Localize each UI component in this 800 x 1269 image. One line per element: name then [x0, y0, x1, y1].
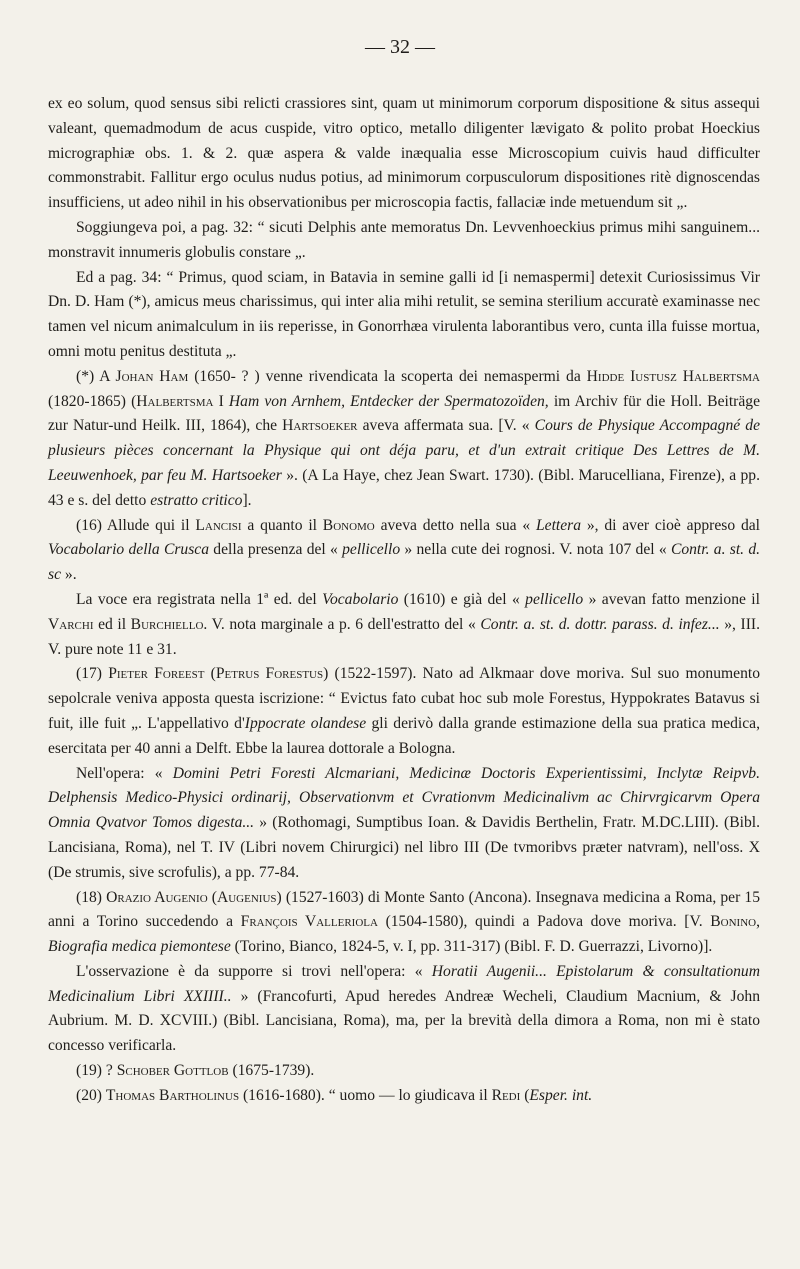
text-run: (*) A: [76, 367, 116, 385]
text-run: (17): [76, 665, 109, 683]
text-run: a quanto il: [241, 516, 323, 534]
text-run: (1616-1680). “ uomo — lo giudicava il: [239, 1086, 492, 1104]
text-run: Thomas Bartholinus: [105, 1086, 240, 1104]
text-run: ) (1522-1597). Nato ad Alkmaar dove moriva. Sul suo monumento sepolcrale veniva apposta questa iscrizione: “ Evictus fato cubat hoc sub mole Forestus, Hyppokrates Batavus si fuit, ille fuit „. L'appellativo d': [48, 665, 760, 732]
text-run: (20): [76, 1086, 106, 1104]
text-run: ed il: [93, 615, 131, 633]
paragraph-p5: [48, 588, 760, 662]
text-run: ,: [756, 913, 760, 931]
text-run: ex eo solum, quod sensus sibi relicti crassiores sint, quam ut minimorum corporum dispositione & situs assequi valeant, quemadmodum de acus cuspide, vitro optico, metallo diligenter lævigato & polito probat Hoeckius micrographiæ obs. 1. & 2. quæ aspera & valde inæqualia esse Microscopium cuivis haud difficulter commonstrabit. Fallitur ergo oculus nudus potius, ad minimorum corpusculorum dispositiones ritè dignoscendas insufficiens, ut adeo nihil in his observationibus per microscopia factis, fallaciæ inde metuendum sit „.: [48, 95, 760, 212]
text-run: Vocabolario della Crusca: [48, 541, 210, 559]
text-run: » nella cute dei rognosi. V. nota 107 del «: [400, 541, 671, 559]
text-run: Lettera: [535, 516, 582, 534]
text-run: pellicello: [525, 590, 584, 608]
paragraph-p11: [48, 1084, 760, 1109]
text-run: (1650- ? ) venne rivendicata la scoperta dei nemaspermi da: [188, 367, 587, 385]
text-run: Ed a pag. 34: “ Primus, quod sciam, in Batavia in semine galli id [i nemaspermi] detexit Curiosissimus Vir Dn. D. Ham (*), amicus meus charissimus, qui inter alia mihi retulit, se semina sterilium accuratè examinasse nec tamen vel nicum animalculum in iis reperisse, in Gonorrhæa virulenta laborantibus vero, cunta illa fuisse mortua, omni motu penitus destituta „.: [48, 268, 760, 360]
text-run: (: [520, 1086, 530, 1104]
text-run: Pieter Foreest: [108, 665, 205, 683]
text-run: Redi: [491, 1086, 521, 1104]
text-run: La voce era registrata nella 1ª ed. del: [76, 590, 323, 608]
text-run: aveva affermata sua. [V. «: [357, 417, 535, 435]
text-run: pellicello: [342, 541, 401, 559]
text-run: L'osservazione è da supporre si trovi nell'opera: «: [76, 962, 432, 980]
text-run: Biografia medica piemontese: [48, 938, 231, 956]
paragraph-p0: [48, 92, 760, 216]
text-run: . V. nota marginale a p. 6 dell'estratto del «: [203, 615, 481, 633]
text-run: gli derivò dalla grande estimazione della sua pratica medica, esercitata per 40 anni a Delft. Ebbe la laurea dottorale a Bologna.: [48, 714, 760, 757]
paragraph-p8: [48, 886, 760, 960]
text-run: Burchiello: [130, 615, 204, 633]
text-run: Horatii Augenii... Epistolarum & consultationum Medicinalium Libri XXIIII..: [48, 962, 760, 1005]
text-run: Bonomo: [322, 516, 375, 534]
text-run: François Valleriola: [240, 913, 378, 931]
text-run: Soggiungeva poi, a pag. 32: “ sicuti Delphis ante memoratus Dn. Levvenhoeckius primus mihi sanguinem... monstravit innumeris globulis constare „.: [48, 218, 760, 261]
text-run: Ippocrate olandese: [244, 714, 367, 732]
paragraph-p4: [48, 514, 760, 588]
text-run: Orazio Augenio: [106, 888, 208, 906]
text-run: Cours de Physique Accompagné de plusieurs pièces concernant la Physique qui ont déja paru, et d'un extrait critique Des Lettres de M. Leeuwenhoek, par feu M. Hartsoeker: [48, 417, 760, 484]
text-run: » avevan fatto menzione il: [583, 590, 760, 608]
text-run: (1610) e già del «: [398, 590, 526, 608]
text-run: della presenza del «: [209, 541, 343, 559]
text-run: (16) Allude qui il: [76, 516, 196, 534]
paragraph-p7: [48, 762, 760, 886]
text-run: Bonino: [710, 913, 757, 931]
text-run: (Torino, Bianco, 1824-5, v. I, pp. 311-317) (Bibl. F. D. Guerrazzi, Livorno)].: [230, 938, 713, 956]
text-run: Contr. a. st. d. sc: [48, 541, 761, 584]
text-run: », di aver cioè appreso dal: [581, 516, 760, 534]
text-run: Hartsoeker: [282, 417, 358, 435]
text-run: (1504-1580), quindi a Padova dove moriva. [V.: [377, 913, 711, 931]
text-run: Esper. int.: [529, 1086, 593, 1104]
text-run: Domini Petri Foresti Alcmariani, Medicinæ Doctoris Experientissimi, Inclytæ Reipvb. Delphensis Medico-Physici ordinarij, Observationvm et Cvrationvm Medicinalivm ac Chirvrgicarvm Opera Omnia Qvatvor Tomos digesta...: [48, 764, 761, 832]
text-run: ) (1527-1603) di Monte Santo (Ancona). Insegnava medicina a Roma, per 15 anni a Torino succedendo a: [48, 888, 761, 931]
text-run: Hidde Iustusz Halbertsma: [586, 367, 760, 385]
paragraph-p1: [48, 216, 760, 266]
text-run: » (Francofurti, Apud heredes Andreæ Wecheli, Claudium Macnium, & John Aubrium. M. D. XCVIII.) (Bibl. Lancisiana, Roma), ma, per la brevità della dimora a Roma, non mi è stato concesso verificarla.: [48, 987, 760, 1055]
text-run: (18): [76, 888, 107, 906]
text-run: (19) ?: [76, 1062, 117, 1080]
text-run: Contr. a. st. d. dottr. parass. d. infez...: [480, 615, 720, 633]
text-run: Augenius: [216, 888, 277, 906]
text-run: Schober Gottlob: [116, 1062, 229, 1080]
text-run: Petrus Forestus: [215, 665, 324, 683]
text-run: Varchi: [48, 615, 94, 633]
body-text: [48, 92, 760, 1109]
page-number: — 32 —: [365, 36, 435, 58]
text-run: ].: [242, 491, 252, 509]
text-run: im Archiv für die Holl. Beiträge zur Natur-und Heilk. III, 1864), che: [48, 392, 761, 435]
paragraph-p6: [48, 662, 760, 761]
text-run: Ham von Arnhem, Entdecker der Spermatozoïden,: [228, 392, 549, 410]
text-run: ». (A La Haye, chez Jean Swart. 1730). (Bibl. Marucelliana, Firenze), a pp. 43 e s. del detto: [48, 466, 760, 509]
paragraph-p10: [48, 1059, 760, 1084]
text-run: aveva detto nella sua «: [374, 516, 536, 534]
text-run: ».: [61, 566, 77, 584]
text-run: Halbertsma: [136, 392, 214, 410]
text-run: », III. V. pure note 11 e 31.: [48, 615, 760, 658]
text-run: estratto critico: [150, 491, 243, 509]
text-run: Nell'opera: «: [76, 764, 173, 782]
paragraph-p2: [48, 266, 760, 365]
paragraph-p3: [48, 365, 760, 514]
text-run: I: [213, 392, 229, 410]
paragraph-p9: [48, 960, 760, 1059]
text-run: (: [204, 665, 216, 683]
text-run: » (Rothomagi, Sumptibus Ioan. & Davidis Berthelin, Fratr. M.DC.LIII). (Bibl. Lancisiana, Roma), nel T. IV (Libri novem Chirurgici) nel libro III (De tvmoribvs præter natvram), nell'oss. X (De strumis, sive scrofulis), a pp. 77-84.: [48, 814, 760, 881]
text-run: Johan Ham: [115, 367, 189, 385]
text-run: (1675-1739).: [228, 1062, 315, 1080]
text-run: (: [207, 888, 217, 906]
text-run: (1820-1865) (: [48, 392, 137, 410]
text-run: Lancisi: [195, 516, 242, 534]
text-run: Vocabolario: [322, 590, 399, 608]
